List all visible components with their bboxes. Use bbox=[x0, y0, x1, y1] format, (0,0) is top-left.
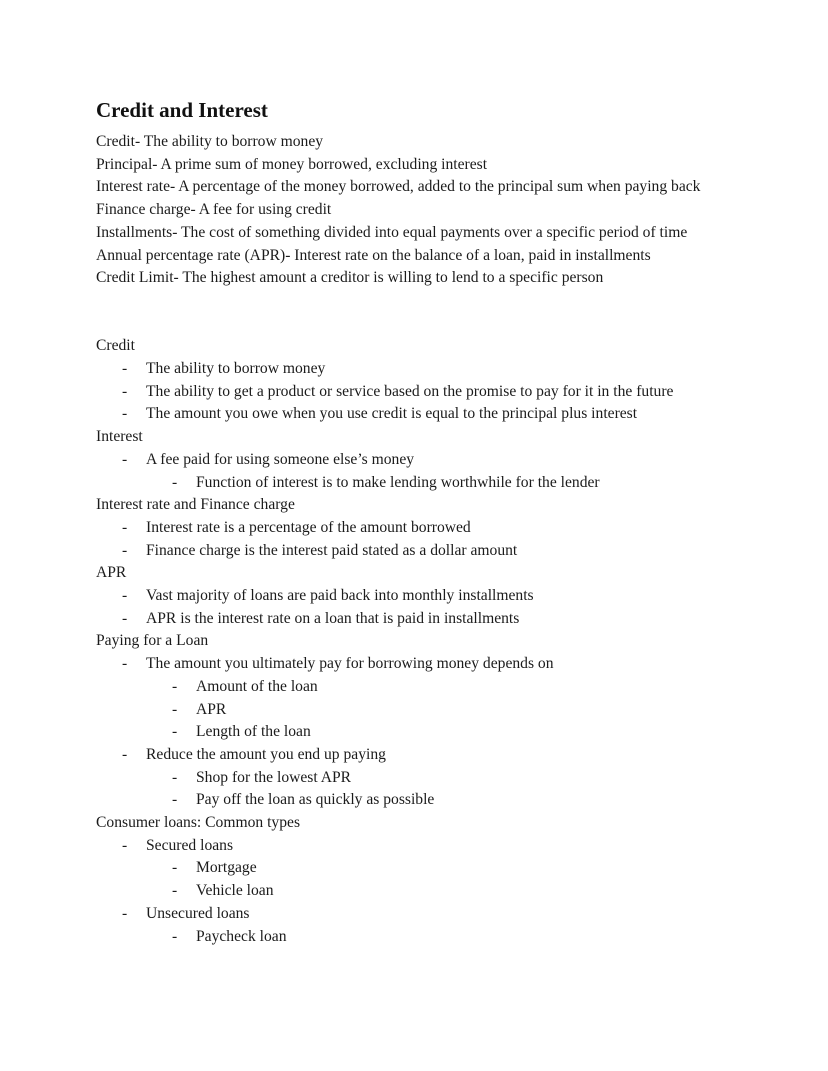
dash-bullet: - bbox=[122, 836, 128, 854]
outline-item bbox=[96, 403, 728, 426]
dash-bullet: - bbox=[122, 541, 128, 559]
outline-item-text: Unsecured loans bbox=[146, 904, 250, 922]
outline-item-text: Pay off the loan as quickly as possible bbox=[196, 791, 435, 809]
dash-bullet: - bbox=[122, 450, 128, 468]
outline-item-text: Vehicle loan bbox=[196, 882, 274, 900]
dash-bullet: - bbox=[122, 587, 128, 605]
outline-item-text: Function of interest is to make lending worthwhile for the lender bbox=[196, 473, 600, 491]
page-title: Credit and Interest bbox=[96, 98, 268, 122]
definition-line: Interest rate- A percentage of the money borrowed, added to the principal sum when paying back bbox=[96, 178, 701, 196]
outline-item bbox=[96, 880, 728, 903]
dash-bullet: - bbox=[172, 677, 178, 695]
outline-heading bbox=[96, 562, 728, 585]
outline-item bbox=[96, 472, 728, 495]
dash-bullet: - bbox=[172, 700, 178, 718]
outline-item bbox=[96, 926, 728, 949]
outline-item bbox=[96, 767, 728, 790]
outline-heading-text: Paying for a Loan bbox=[96, 632, 209, 650]
definition-line: Annual percentage rate (APR)- Interest rate on the balance of a loan, paid in installments bbox=[96, 246, 651, 264]
dash-bullet: - bbox=[172, 882, 178, 900]
outline-item-text: Length of the loan bbox=[196, 723, 311, 741]
outline-heading-text: Interest bbox=[96, 428, 143, 446]
outline-item bbox=[96, 540, 728, 563]
dash-bullet: - bbox=[122, 360, 128, 377]
outline-item-text: Secured loans bbox=[146, 836, 234, 854]
outline-heading bbox=[96, 630, 728, 653]
outline-item bbox=[96, 744, 728, 767]
outline-item-text: The ability to get a product or service based on the promise to pay for it in the future bbox=[146, 382, 674, 400]
outline-heading bbox=[96, 494, 728, 517]
dash-bullet: - bbox=[172, 473, 178, 491]
dash-bullet: - bbox=[172, 859, 178, 877]
outline-heading bbox=[96, 335, 728, 358]
outline-item bbox=[96, 789, 728, 812]
outline-item bbox=[96, 358, 728, 381]
outline-item bbox=[96, 857, 728, 880]
dash-bullet: - bbox=[122, 405, 128, 423]
outline-item-text: The amount you ultimately pay for borrowing money depends on bbox=[146, 655, 554, 673]
outline-item-text: The ability to borrow money bbox=[146, 360, 326, 377]
definition-line: Credit Limit- The highest amount a creditor is willing to lend to a specific person bbox=[96, 269, 604, 287]
outline-item bbox=[96, 517, 728, 540]
outline-item bbox=[96, 721, 728, 744]
outline-item bbox=[96, 835, 728, 858]
outline-item-text: Finance charge is the interest paid stated as a dollar amount bbox=[146, 541, 518, 559]
outline-item bbox=[96, 653, 728, 676]
outline-item-text: Mortgage bbox=[196, 859, 257, 877]
outline-heading-text: APR bbox=[96, 564, 127, 582]
definition-line: Finance charge- A fee for using credit bbox=[96, 201, 332, 219]
outline-heading-text: Credit bbox=[96, 337, 135, 355]
dash-bullet: - bbox=[172, 768, 178, 786]
outline-item-text: Amount of the loan bbox=[196, 677, 318, 695]
outline-item-text: APR bbox=[196, 700, 227, 718]
outline-item bbox=[96, 585, 728, 608]
definition-line: Credit- The ability to borrow money bbox=[96, 133, 324, 150]
outline-item bbox=[96, 608, 728, 631]
outline-item-text: The amount you owe when you use credit is equal to the principal plus interest bbox=[146, 405, 638, 423]
outline-heading-text: Consumer loans: Common types bbox=[96, 814, 301, 832]
outline-heading bbox=[96, 812, 728, 835]
blank-line bbox=[96, 313, 728, 336]
outline-item-text: Reduce the amount you end up paying bbox=[146, 745, 386, 763]
outline-item bbox=[96, 903, 728, 926]
outline-item-text: A fee paid for using someone else’s money bbox=[146, 450, 415, 468]
outline-item bbox=[96, 381, 728, 404]
outline-item-text: Paycheck loan bbox=[196, 927, 287, 945]
outline-heading-text: Interest rate and Finance charge bbox=[96, 496, 295, 514]
outline-item-text: APR is the interest rate on a loan that is paid in installments bbox=[146, 609, 520, 627]
definition-line: Installments- The cost of something divided into equal payments over a specific period of time bbox=[96, 223, 688, 241]
outline-item bbox=[96, 676, 728, 699]
dash-bullet: - bbox=[122, 518, 128, 536]
outline-item bbox=[96, 699, 728, 722]
dash-bullet: - bbox=[172, 791, 178, 809]
definition-line: Principal- A prime sum of money borrowed, excluding interest bbox=[96, 155, 488, 173]
outline-item-text: Interest rate is a percentage of the amount borrowed bbox=[146, 518, 471, 536]
dash-bullet: - bbox=[122, 382, 128, 400]
outline-item bbox=[96, 449, 728, 472]
outline-item-text: Vast majority of loans are paid back into monthly installments bbox=[146, 587, 534, 605]
dash-bullet: - bbox=[172, 723, 178, 741]
blank-line bbox=[96, 290, 728, 313]
dash-bullet: - bbox=[122, 745, 128, 763]
outline-item-text: Shop for the lowest APR bbox=[196, 768, 352, 786]
dash-bullet: - bbox=[122, 609, 128, 627]
dash-bullet: - bbox=[122, 655, 128, 673]
dash-bullet: - bbox=[172, 927, 178, 945]
dash-bullet: - bbox=[122, 904, 128, 922]
outline-heading bbox=[96, 426, 728, 449]
